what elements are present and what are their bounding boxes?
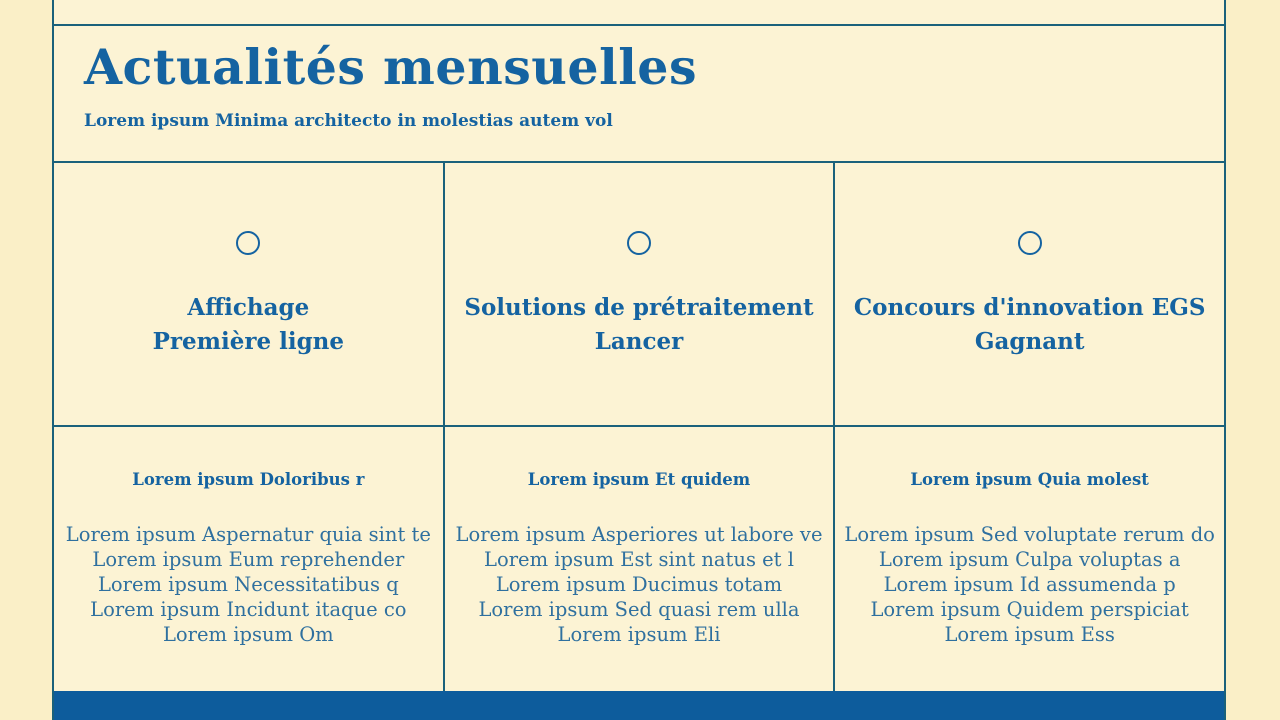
body-line: Lorem ipsum Est sint natus et l	[484, 548, 794, 571]
body-line: Lorem ipsum Eli	[557, 623, 721, 646]
detail-card-1	[54, 427, 443, 691]
details-row	[54, 427, 1224, 691]
circle-icon	[1018, 231, 1042, 255]
body-line: Lorem ipsum Asperiores ut labore ve	[455, 523, 823, 546]
body-line: Lorem ipsum Culpa voluptas a	[878, 548, 1181, 571]
detail-card-heading: Lorem ipsum Quia molest	[910, 470, 1149, 489]
detail-card-body	[445, 522, 834, 647]
detail-card-body	[54, 522, 443, 647]
detail-card-heading: Lorem ipsum Doloribus r	[132, 470, 365, 489]
features-row	[54, 163, 1224, 427]
body-line: Lorem ipsum Ess	[944, 623, 1115, 646]
detail-card-heading: Lorem ipsum Et quidem	[527, 470, 751, 489]
header	[54, 26, 1224, 163]
page-subtitle: Lorem ipsum Minima architecto in molestias autem vol	[84, 111, 613, 132]
body-line: Lorem ipsum Ducimus totam	[495, 573, 783, 596]
body-line: Lorem ipsum Eum reprehender	[92, 548, 405, 571]
feature-title	[54, 291, 443, 359]
body-line: Lorem ipsum Sed quasi rem ulla	[478, 598, 800, 621]
feature-title-line2: Première ligne	[152, 328, 345, 355]
page-title: Actualités mensuelles	[84, 38, 698, 96]
detail-card-3	[833, 427, 1224, 691]
body-line: Lorem ipsum Om	[162, 623, 334, 646]
feature-title-line1: Concours d'innovation EGS	[853, 294, 1206, 321]
slide-sheet	[52, 0, 1226, 720]
body-line: Lorem ipsum Incidunt itaque co	[90, 598, 407, 621]
feature-title-line2: Lancer	[594, 328, 684, 355]
circle-icon	[627, 231, 651, 255]
body-line: Lorem ipsum Sed voluptate rerum do	[844, 523, 1215, 546]
top-strip	[54, 0, 1224, 26]
feature-title-line1: Solutions de prétraitement	[464, 294, 814, 321]
feature-title	[835, 291, 1224, 359]
feature-card-solutions	[443, 163, 834, 425]
feature-card-concours	[833, 163, 1224, 425]
feature-title	[445, 291, 834, 359]
footer-bar	[54, 691, 1224, 720]
detail-card-2	[443, 427, 834, 691]
feature-card-affichage	[54, 163, 443, 425]
detail-card-body	[835, 522, 1224, 647]
body-line: Lorem ipsum Id assumenda p	[883, 573, 1176, 596]
circle-icon	[236, 231, 260, 255]
body-line: Lorem ipsum Quidem perspiciat	[870, 598, 1189, 621]
body-line: Lorem ipsum Necessitatibus q	[97, 573, 399, 596]
body-line: Lorem ipsum Aspernatur quia sint te	[65, 523, 431, 546]
feature-title-line1: Affichage	[187, 294, 310, 321]
feature-title-line2: Gagnant	[974, 328, 1085, 355]
